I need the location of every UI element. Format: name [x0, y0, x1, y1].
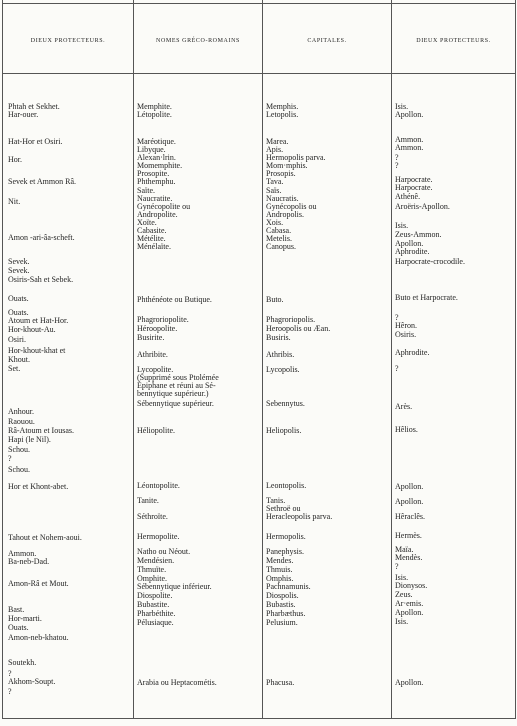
column-rule — [262, 0, 263, 718]
cell-nome: Sébennytique supérieur. — [137, 399, 214, 408]
cell-dieu-grec: Apollon. — [395, 110, 424, 119]
cell-dieu-grec: Apollon. — [395, 608, 424, 617]
cell-capitale: Marea. — [266, 137, 289, 146]
cell-nome: Xoïte. — [137, 218, 157, 227]
cell-capitale: Heracleopolis parva. — [266, 512, 333, 521]
cell-dieux-protecteurs: Phtah et Sekhet. — [8, 102, 60, 111]
cell-dieu-grec: Athénê. — [395, 192, 421, 201]
cell-dieu-grec: Isis. — [395, 102, 409, 111]
cell-nome: Saïte. — [137, 186, 155, 195]
cell-dieux-protecteurs: Hor-khout-khat et — [8, 346, 66, 355]
cell-dieux-protecteurs: Sevek. — [8, 266, 30, 275]
cell-dieu-grec: Apollon. — [395, 239, 424, 248]
cell-nome: Cabasite. — [137, 226, 167, 235]
cell-dieu-grec: Dionysos. — [395, 581, 428, 590]
cell-capitale: Xois. — [266, 218, 284, 227]
header-dieux-protecteurs: DIEUX PROTECTEURS. — [30, 38, 106, 44]
cell-dieux-protecteurs: Hor. — [8, 155, 22, 164]
cell-capitale: Leontopolis. — [266, 481, 307, 490]
cell-dieux-protecteurs: Har-ouer. — [8, 110, 39, 119]
cell-nome: bennytique supérieur.) — [137, 389, 209, 398]
cell-capitale: Phacusa. — [266, 678, 295, 687]
cell-dieux-protecteurs: Hor et Khont-abet. — [8, 482, 69, 491]
column-rule — [2, 0, 3, 718]
cell-capitale: Canopus. — [266, 242, 296, 251]
cell-nome: Prosopite. — [137, 169, 170, 178]
cell-nome: Arabia ou Heptacométis. — [137, 678, 217, 687]
cell-capitale: Thmuis. — [266, 565, 293, 574]
cell-nome: Busirite. — [137, 333, 165, 342]
cell-dieux-protecteurs: Hat-Hor et Osiri. — [8, 137, 63, 146]
cell-nome: Athribite. — [137, 350, 168, 359]
cell-capitale: Buto. — [266, 295, 284, 304]
cell-nome: Pélusiaque. — [137, 618, 174, 627]
cell-dieux-protecteurs: Ba-neb-Dad. — [8, 557, 50, 566]
header-dieux-protecteurs-grecs: DIEUX PROTECTEURS. — [416, 38, 491, 44]
cell-nome: Pharbéthite. — [137, 609, 176, 618]
cell-nome: Lycopolite. — [137, 365, 174, 374]
cell-nome: Létopolite. — [137, 110, 172, 119]
cell-dieux-protecteurs: Ammon. — [8, 549, 37, 558]
cell-dieux-protecteurs: Osiris-Sah et Sebek. — [8, 275, 74, 284]
cell-dieux-protecteurs: ? — [8, 687, 12, 696]
cell-dieux-protecteurs: Sevek et Ammon Râ. — [8, 177, 76, 186]
cell-dieux-protecteurs: ? — [8, 454, 12, 463]
cell-capitale: Mendes. — [266, 556, 294, 565]
header-capitales: CAPITALES. — [307, 38, 347, 44]
cell-nome: Phagroriopolite. — [137, 315, 189, 324]
cell-dieu-grec: Ammon. — [395, 135, 424, 144]
cell-dieux-protecteurs: Ouats. — [8, 623, 29, 632]
cell-capitale: Athribis. — [266, 350, 295, 359]
cell-capitale: Diospolis. — [266, 591, 299, 600]
cell-capitale: Pharbæthus. — [266, 609, 306, 618]
cell-capitale: Sebennytus. — [266, 399, 305, 408]
header-bottom-rule — [2, 73, 516, 74]
cell-dieux-protecteurs: Râ-Atoum et Iousas. — [8, 426, 74, 435]
cell-dieux-protecteurs: Ouats. — [8, 308, 29, 317]
cell-dieu-grec: Mendès. — [395, 553, 423, 562]
cell-dieux-protecteurs: Osiri. — [8, 335, 26, 344]
cell-dieu-grec: Apollon. — [395, 678, 424, 687]
cell-capitale: Omphis. — [266, 574, 294, 583]
cell-capitale: Panephysis. — [266, 547, 304, 556]
cell-capitale: Busiris. — [266, 333, 291, 342]
cell-nome: Métélite. — [137, 234, 166, 243]
cell-dieu-grec: Ammon. — [395, 143, 424, 152]
cell-nome: Diospolite. — [137, 591, 173, 600]
cell-nome: Bubastite. — [137, 600, 170, 609]
cell-dieu-grec: Hêraclês. — [395, 512, 425, 521]
cell-capitale: Hermopolis parva. — [266, 153, 326, 162]
cell-dieux-protecteurs: Anhour. — [8, 407, 34, 416]
cell-nome: Tanite. — [137, 496, 159, 505]
cell-nome: Phthemphu. — [137, 177, 176, 186]
cell-nome: Épiphane et réuni au Sé- — [137, 381, 216, 390]
cell-dieu-grec: Hermès. — [395, 531, 422, 540]
cell-dieu-grec: Buto et Harpocrate. — [395, 293, 458, 302]
cell-dieux-protecteurs: Akhom-Soupt. — [8, 677, 56, 686]
cell-dieu-grec: Aroëris-Apollon. — [395, 202, 450, 211]
cell-dieux-protecteurs: Amon-Râ et Mout. — [8, 579, 69, 588]
cell-capitale: Naucratis. — [266, 194, 299, 203]
cell-dieux-protecteurs: Ouats. — [8, 294, 29, 303]
cell-nome: Gynécopolite ou — [137, 202, 191, 211]
cell-dieux-protecteurs: Schou. — [8, 445, 30, 454]
cell-capitale: Cabasa. — [266, 226, 292, 235]
cell-capitale: Gynécopolis ou — [266, 202, 317, 211]
cell-dieux-protecteurs: Bast. — [8, 605, 25, 614]
cell-nome: Momemphite. — [137, 161, 183, 170]
cell-nome: Ménélaïte. — [137, 242, 171, 251]
cell-dieux-protecteurs: Amon-neb-khatou. — [8, 633, 69, 642]
cell-nome: Alexan·lrin. — [137, 153, 176, 162]
cell-nome: Sébennytique inférieur. — [137, 582, 212, 591]
cell-nome: Léontopolite. — [137, 481, 180, 490]
cell-capitale: Lycopolis. — [266, 365, 300, 374]
cell-capitale: Apis. — [266, 145, 284, 154]
cell-dieu-grec: Ar·emis. — [395, 599, 424, 608]
cell-capitale: Metelis. — [266, 234, 292, 243]
cell-dieu-grec: Isis. — [395, 617, 409, 626]
table-bottom-rule — [2, 718, 516, 719]
cell-dieu-grec: Aphrodite. — [395, 247, 430, 256]
cell-nome: Hermopolite. — [137, 532, 180, 541]
cell-capitale: Phagroriopolis. — [266, 315, 316, 324]
cell-dieux-protecteurs: Hor-khout-Au. — [8, 325, 56, 334]
cell-capitale: Memphis. — [266, 102, 299, 111]
cell-capitale: Mom·mphis. — [266, 161, 308, 170]
cell-dieu-grec: Harpocrate-crocodile. — [395, 257, 465, 266]
cell-dieu-grec: Maïa. — [395, 545, 414, 554]
cell-nome: Thmuïte. — [137, 565, 167, 574]
column-rule — [133, 0, 134, 718]
cell-dieu-grec: ? — [395, 364, 399, 373]
cell-dieux-protecteurs: Nit. — [8, 197, 21, 206]
cell-dieu-grec: Apollon. — [395, 497, 424, 506]
cell-capitale: Letopolis. — [266, 110, 299, 119]
cell-capitale: Sethroë ou — [266, 504, 301, 513]
cell-nome: Héliopolite. — [137, 426, 175, 435]
cell-dieu-grec: Harpocrate. — [395, 183, 433, 192]
cell-dieux-protecteurs: Hor-marti. — [8, 614, 42, 623]
cell-dieu-grec: ? — [395, 161, 399, 170]
cell-nome: Libyque. — [137, 145, 166, 154]
cell-dieu-grec: Isis. — [395, 221, 409, 230]
cell-dieu-grec: Aphrodite. — [395, 348, 430, 357]
cell-dieux-protecteurs: Sevek. — [8, 257, 30, 266]
cell-dieux-protecteurs: Atoum et Hat-Hor. — [8, 316, 69, 325]
cell-nome: Phthénéote ou Butique. — [137, 295, 212, 304]
cell-nome: Andropolite. — [137, 210, 178, 219]
cell-dieu-grec: Osiris. — [395, 330, 417, 339]
cell-dieux-protecteurs: Set. — [8, 364, 21, 373]
cell-dieu-grec: Isis. — [395, 573, 409, 582]
cell-dieu-grec: Harpocrate. — [395, 175, 433, 184]
cell-dieux-protecteurs: Tahout et Nohem-aoui. — [8, 533, 82, 542]
cell-nome: Memphite. — [137, 102, 172, 111]
cell-dieu-grec: Apollon. — [395, 482, 424, 491]
cell-dieux-protecteurs: Khout. — [8, 355, 30, 364]
cell-dieux-protecteurs: Hapi (le Nil). — [8, 435, 51, 444]
cell-dieu-grec: Hêlios. — [395, 425, 418, 434]
cell-dieux-protecteurs: Schou. — [8, 465, 30, 474]
cell-dieu-grec: ? — [395, 562, 399, 571]
cell-dieux-protecteurs: Amon -ari-âa-scheft. — [8, 233, 75, 242]
cell-capitale: Hermopolis. — [266, 532, 306, 541]
cell-capitale: Bubastis. — [266, 600, 296, 609]
cell-capitale: Prosopis. — [266, 169, 296, 178]
cell-nome: Maréotique. — [137, 137, 176, 146]
cell-dieu-grec: Zeus. — [395, 590, 413, 599]
cell-capitale: Pachnamunis. — [266, 582, 311, 591]
cell-dieux-protecteurs: Raouou. — [8, 417, 35, 426]
cell-capitale: Andropolis. — [266, 210, 304, 219]
cell-capitale: Tava. — [266, 177, 284, 186]
column-rule — [391, 0, 392, 718]
cell-dieu-grec: Zeus-Ammon. — [395, 230, 442, 239]
cell-capitale: Saïs. — [266, 186, 282, 195]
cell-dieu-grec: Arès. — [395, 402, 413, 411]
cell-dieux-protecteurs: ? — [8, 669, 12, 678]
cell-nome: Omphite. — [137, 574, 167, 583]
column-rule — [515, 0, 516, 718]
cell-dieu-grec: Hêron. — [395, 321, 417, 330]
cell-capitale: Tanis. — [266, 496, 286, 505]
cell-dieu-grec: ? — [395, 153, 399, 162]
cell-capitale: Heroopolis ou Æan. — [266, 324, 331, 333]
cell-nome: Naucratite. — [137, 194, 173, 203]
cell-nome: Mendésien. — [137, 556, 175, 565]
cell-nome: (Supprimé sous Ptolémée — [137, 373, 219, 382]
cell-nome: Séthroïte. — [137, 512, 168, 521]
cell-nome: Natho ou Néout. — [137, 547, 191, 556]
cell-dieux-protecteurs: Soutekh. — [8, 658, 37, 667]
cell-capitale: Heliopolis. — [266, 426, 302, 435]
cell-nome: Héroopolite. — [137, 324, 178, 333]
cell-capitale: Pelusium. — [266, 618, 298, 627]
header-top-rule — [2, 3, 516, 4]
cell-dieu-grec: ? — [395, 313, 399, 322]
header-nomes-greco-romains: NOMES GRÉCO-ROMAINS — [156, 38, 240, 44]
